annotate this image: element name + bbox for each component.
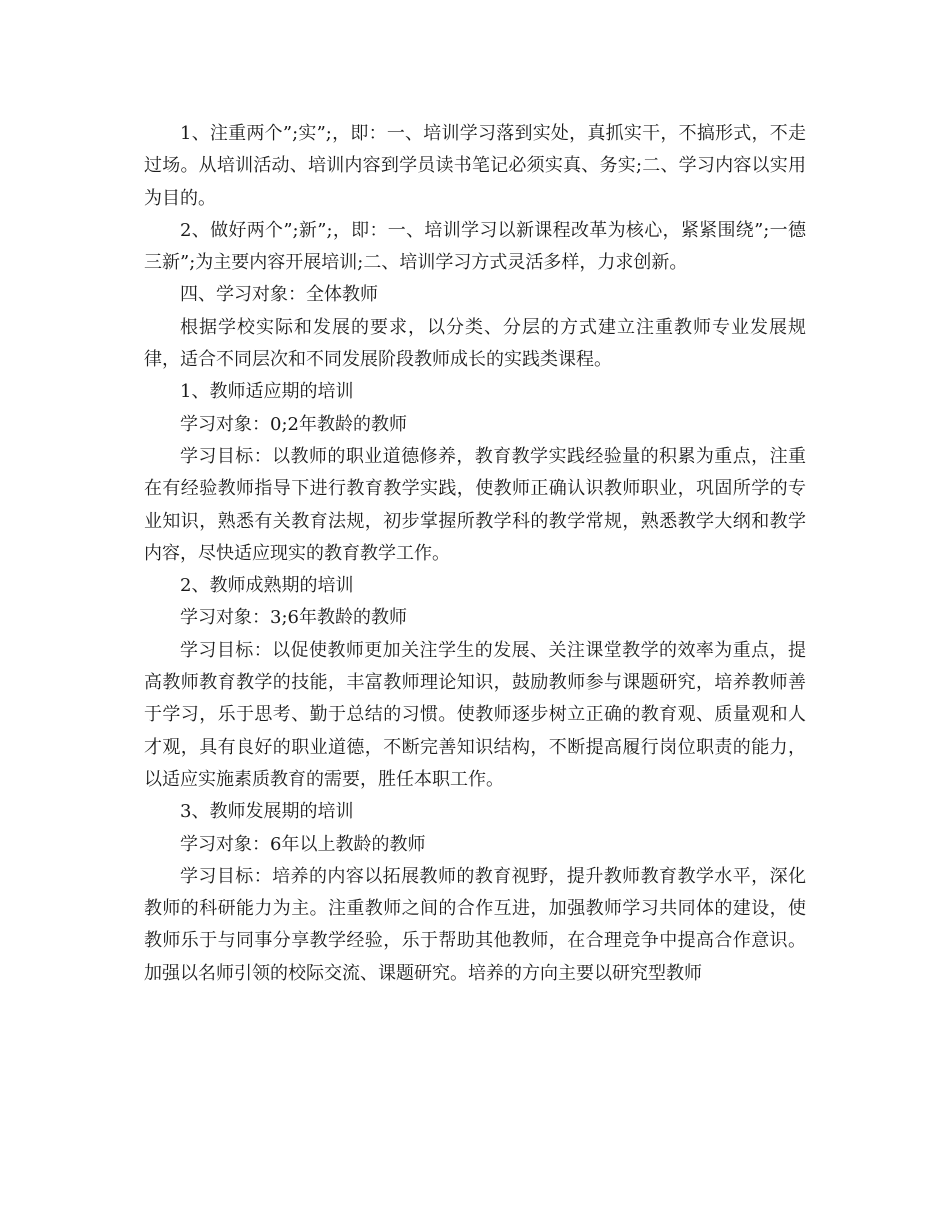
subheading-adaptation-period: 1、教师适应期的培训 (180, 381, 354, 403)
target-maturity-period: 学习对象：3;6年教龄的教师 (180, 607, 407, 629)
subheading-maturity-period: 2、教师成熟期的培训 (180, 575, 354, 597)
target-adaptation-period: 学习对象：0;2年教龄的教师 (180, 413, 407, 435)
paragraph-course-design: 根据学校实际和发展的要求，以分类、分层的方式建立注重教师专业发展规律，适合不同层次和不同发展阶段教师成长的实践类课程。 (144, 316, 806, 371)
paragraph-practical-focus: 1、注重两个”;实”;，即：一、培训学习落到实处，真抓实干，不搞形式，不走过场。从培训活动、培训内容到学员读书笔记必须实真、务实;二、学习内容以实用为目的。 (144, 123, 806, 209)
paragraph-innovation-focus: 2、做好两个”;新”;，即：一、培训学习以新课程改革为核心，紧紧围绕”;一德三新”;为主要内容开展培训;二、培训学习方式灵活多样，力求创新。 (144, 219, 806, 274)
goal-maturity-period: 学习目标：以促使教师更加关注学生的发展、关注课堂教学的效率为重点，提高教师教育教学的技能，丰富教师理论知识，鼓励教师参与课题研究，培养教师善于学习，乐于思考、勤于总结的习惯。使教师逐步树立正确的教育观、质量观和人才观，具有良好的职业道德，不断完善知识结构，不断提高履行岗位职责的能力，以适应实施素质教育的需要，胜任本职工作。 (144, 639, 806, 790)
goal-adaptation-period: 学习目标：以教师的职业道德修养，教育教学实践经验量的积累为重点，注重在有经验教师指导下进行教育教学实践，使教师正确认识教师职业，巩固所学的专业知识，熟悉有关教育法规，初步掌握所教学科的教学常规，熟悉教学大纲和教学内容，尽快适应现实的教育教学工作。 (144, 445, 806, 564)
section-heading-learners: 四、学习对象：全体教师 (180, 284, 378, 306)
document-page (144, 118, 806, 990)
goal-development-period: 学习目标：培养的内容以拓展教师的教育视野，提升教师教育教学水平，深化教师的科研能力为主。注重教师之间的合作互进，加强教师学习共同体的建设，使教师乐于与同事分享教学经验，乐于帮助其他教师，在合理竞争中提高合作意识。加强以名师引领的校际交流、课题研究。培养的方向主要以研究型教师 (144, 865, 806, 984)
target-development-period: 学习对象：6年以上教龄的教师 (180, 833, 426, 855)
subheading-development-period: 3、教师发展期的培训 (180, 801, 354, 823)
